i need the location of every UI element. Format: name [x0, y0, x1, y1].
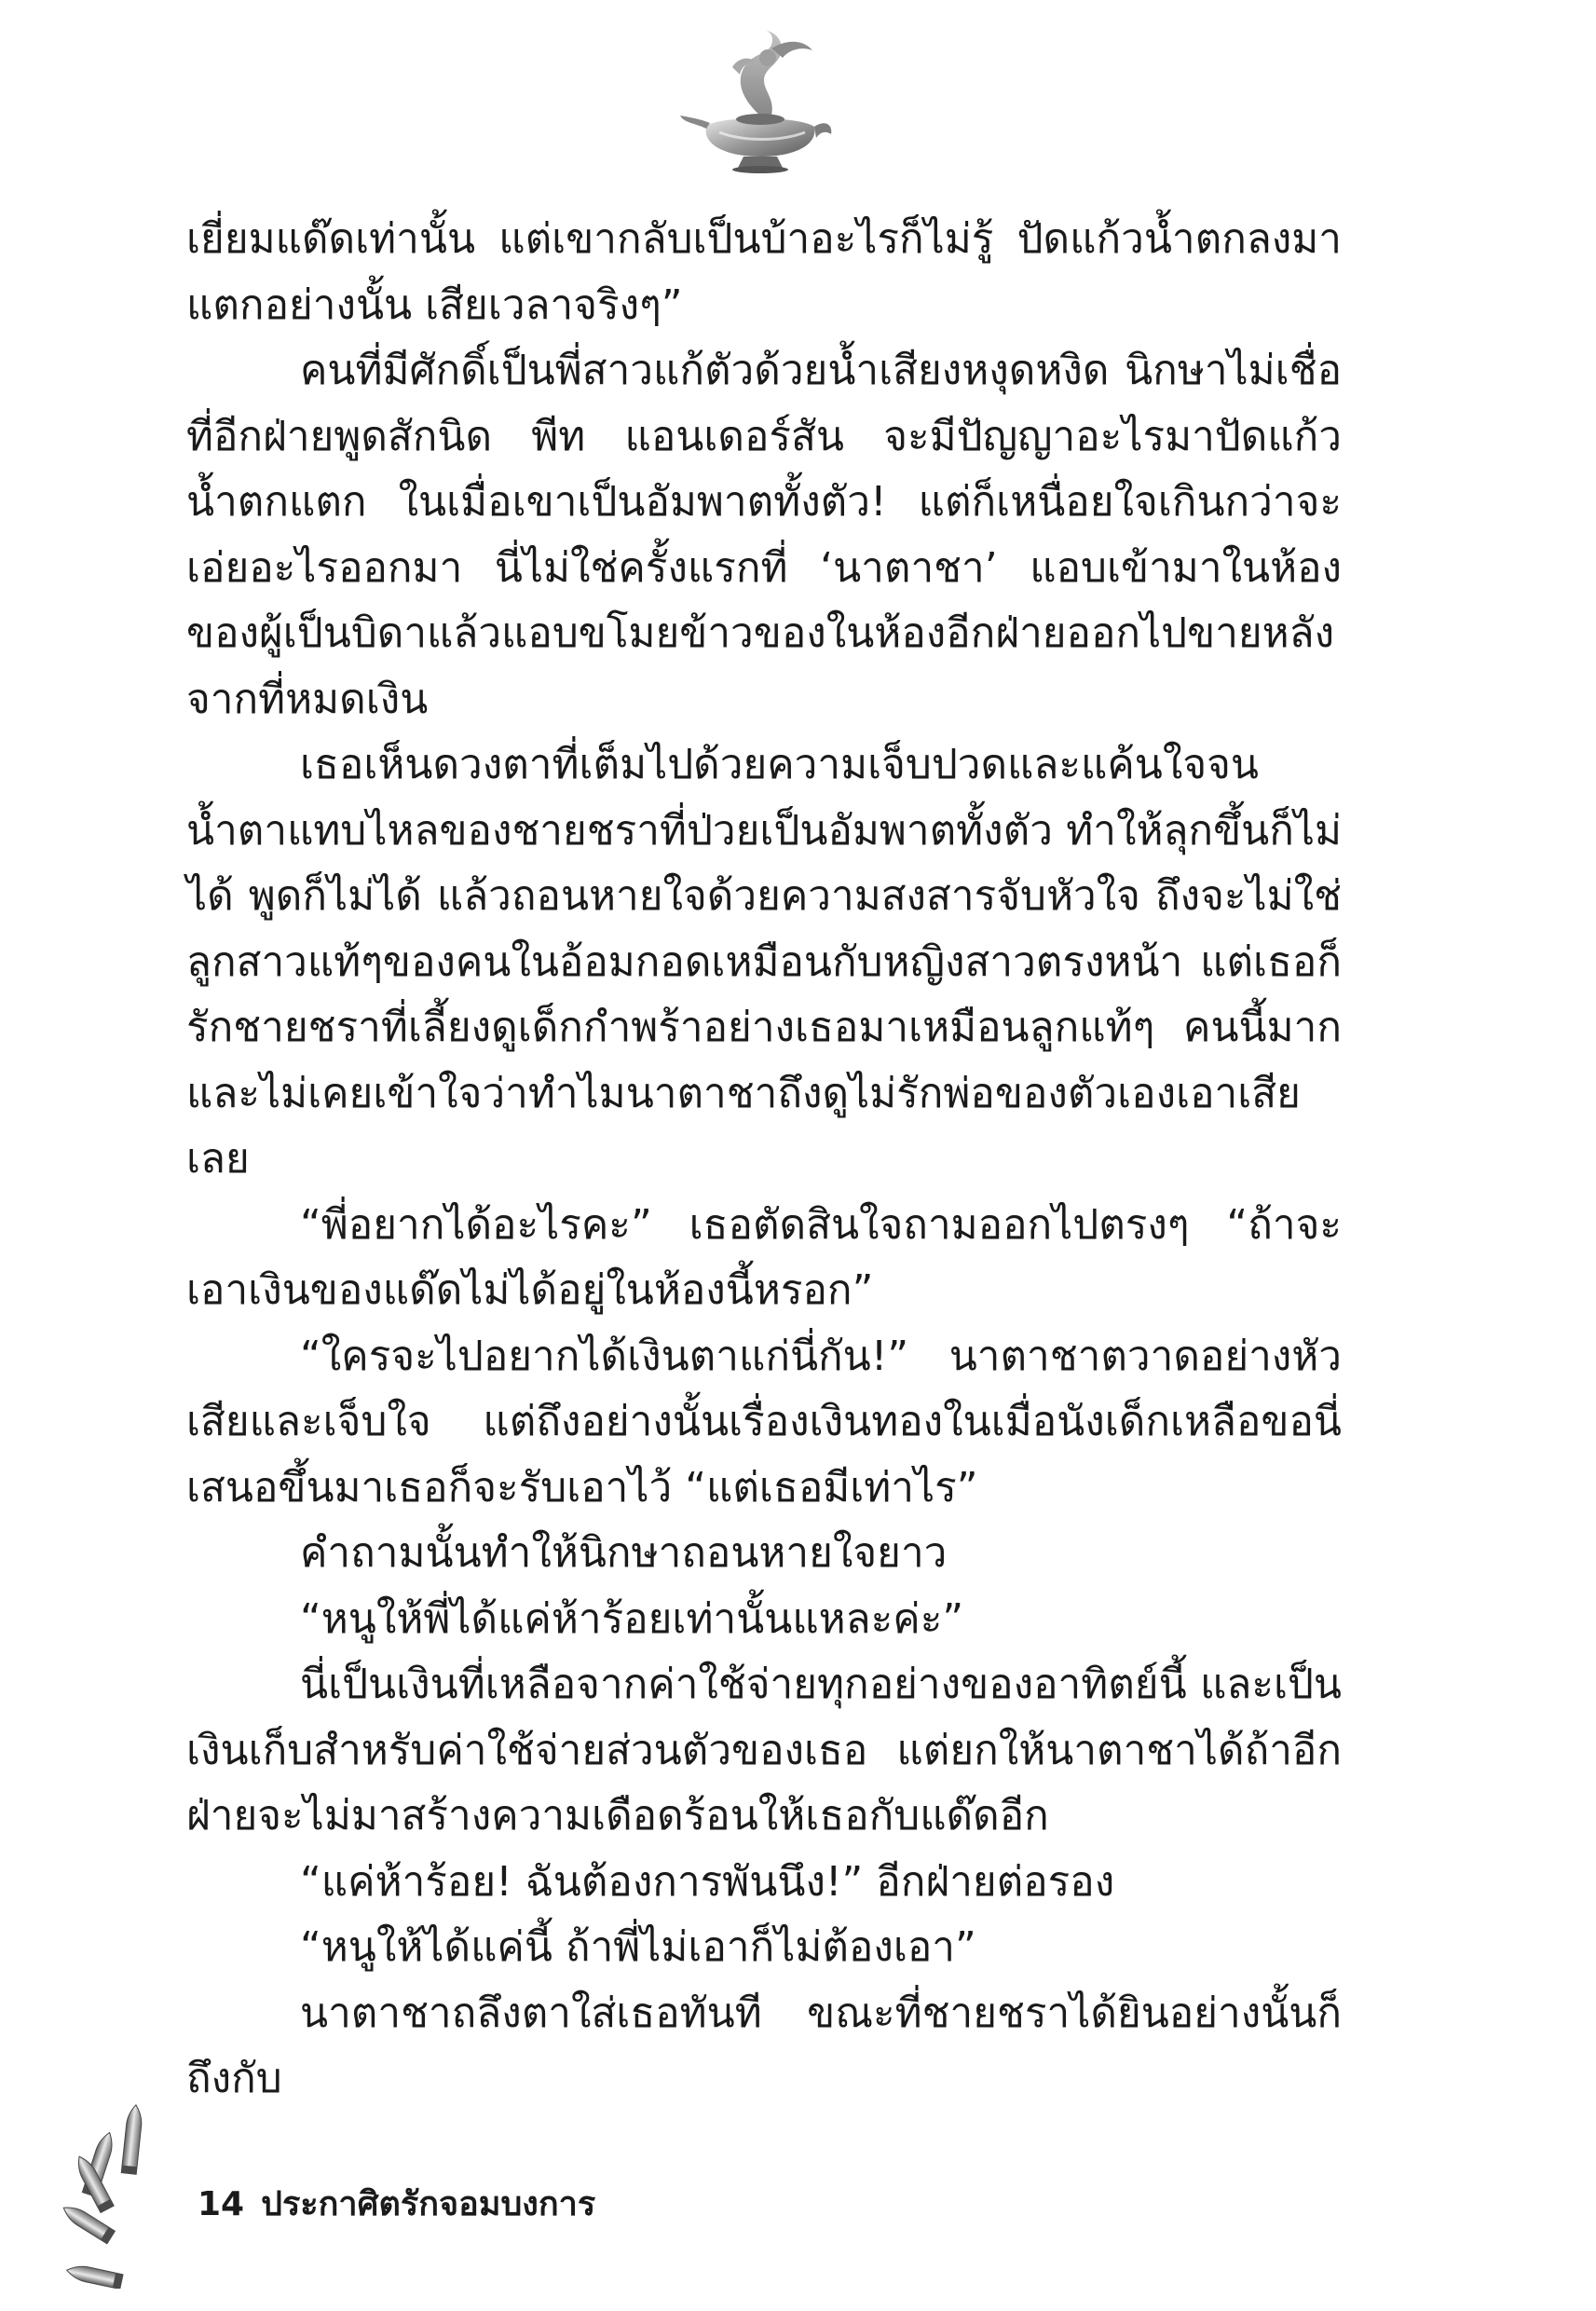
paragraph: นี่เป็นเงินที่เหลือจากค่าใช้จ่ายทุกอย่างของอาทิตย์นี้ และเป็นเงินเก็บสำหรับค่าใช้จ่ายส่วนตัวของเธอ แต่ยกให้นาตาชาได้ถ้าอีกฝ่ายจะไม่มาสร้างความเดือดร้อนให้เธอกับแด๊ดอีก — [186, 1661, 1342, 1839]
paragraph: นาตาชาถลึงตาใส่เธอทันที ขณะที่ชายชราได้ยินอย่างนั้นก็ถึงกับ — [186, 1989, 1342, 2102]
paragraph: “พี่อยากได้อะไรคะ” เธอตัดสินใจถามออกไปตรงๆ “ถ้าจะเอาเงินของแด๊ดไม่ได้อยู่ในห้องนี้หรอก” — [186, 1200, 1342, 1314]
paragraph: “ใครจะไปอยากได้เงินตาแก่นี่กัน!” นาตาชาตวาดอย่างหัวเสียและเจ็บใจ แต่ถึงอย่างนั้นเรื่องเงินทองในเมื่อนังเด็กเหลือขอนี่เสนอขึ้นมาเธอก็จะรับเอาไว้ “แต่เธอมีเท่าไร” — [186, 1332, 1342, 1511]
paragraph: “หนูให้ได้แค่นี้ ถ้าพี่ไม่เอาก็ไม่ต้องเอา” — [300, 1923, 976, 1971]
genie-lamp-icon — [678, 26, 837, 175]
page-footer — [56, 2102, 708, 2289]
page-number: 14 — [198, 2185, 245, 2223]
book-title: ประกาศิตรักจอมบงการ — [261, 2185, 596, 2223]
paragraph: “หนูให้พี่ได้แค่ห้าร้อยเท่านั้นแหละค่ะ” — [300, 1594, 964, 1643]
paragraph: คนที่มีศักดิ์เป็นพี่สาวแก้ตัวด้วยน้ำเสียงหงุดหงิด นิกษาไม่เชื่อที่อีกฝ่ายพูดสักนิด พีท แอนเดอร์สัน จะมีปัญญาอะไรมาปัดแก้วน้ำตกแตก ในเมื่อเขาเป็นอัมพาตทั้งตัว! แต่ก็เหนื่อยใจเกินกว่าจะเอ่ยอะไรออกมา นี่ไม่ใช่ครั้งแรกที่ ‘นาตาชา’ แอบเข้ามาในห้องของผู้เป็นบิดาแล้วแอบขโมยข้าวของในห้องอีกฝ่ายออกไปขายหลังจากที่หมดเงิน — [186, 347, 1342, 723]
paragraph: คำถามนั้นทำให้นิกษาถอนหายใจยาว — [300, 1529, 948, 1577]
bullets-icon — [56, 2102, 191, 2289]
body-text — [186, 207, 1342, 2113]
paragraph: “แค่ห้าร้อย! ฉันต้องการพันนึง!” อีกฝ่ายต่อรอง — [300, 1857, 1115, 1906]
paragraph: เยี่ยมแด๊ดเท่านั้น แต่เขากลับเป็นบ้าอะไรก็ไม่รู้ ปัดแก้วน้ำตกลงมาแตกอย่างนั้น เสียเวลาจริงๆ” — [186, 215, 1342, 329]
folio — [198, 2184, 595, 2225]
paragraph: เธอเห็นดวงตาที่เต็มไปด้วยความเจ็บปวดและแค้นใจจนน้ำตาแทบไหลของชายชราที่ป่วยเป็นอัมพาตทั้งตัว ทำให้ลุกขึ้นก็ไม่ได้ พูดก็ไม่ได้ แล้วถอนหายใจด้วยความสงสารจับหัวใจ ถึงจะไม่ใช่ลูกสาวแท้ๆของคนในอ้อมกอดเหมือนกับหญิงสาวตรงหน้า แต่เธอก็รักชายชราที่เลี้ยงดูเด็กกำพร้าอย่างเธอมาเหมือนลูกแท้ๆ คนนี้มาก และไม่เคยเข้าใจว่าทำไมนาตาชาถึงดูไม่รักพ่อของตัวเองเอาเสียเลย — [186, 741, 1342, 1183]
